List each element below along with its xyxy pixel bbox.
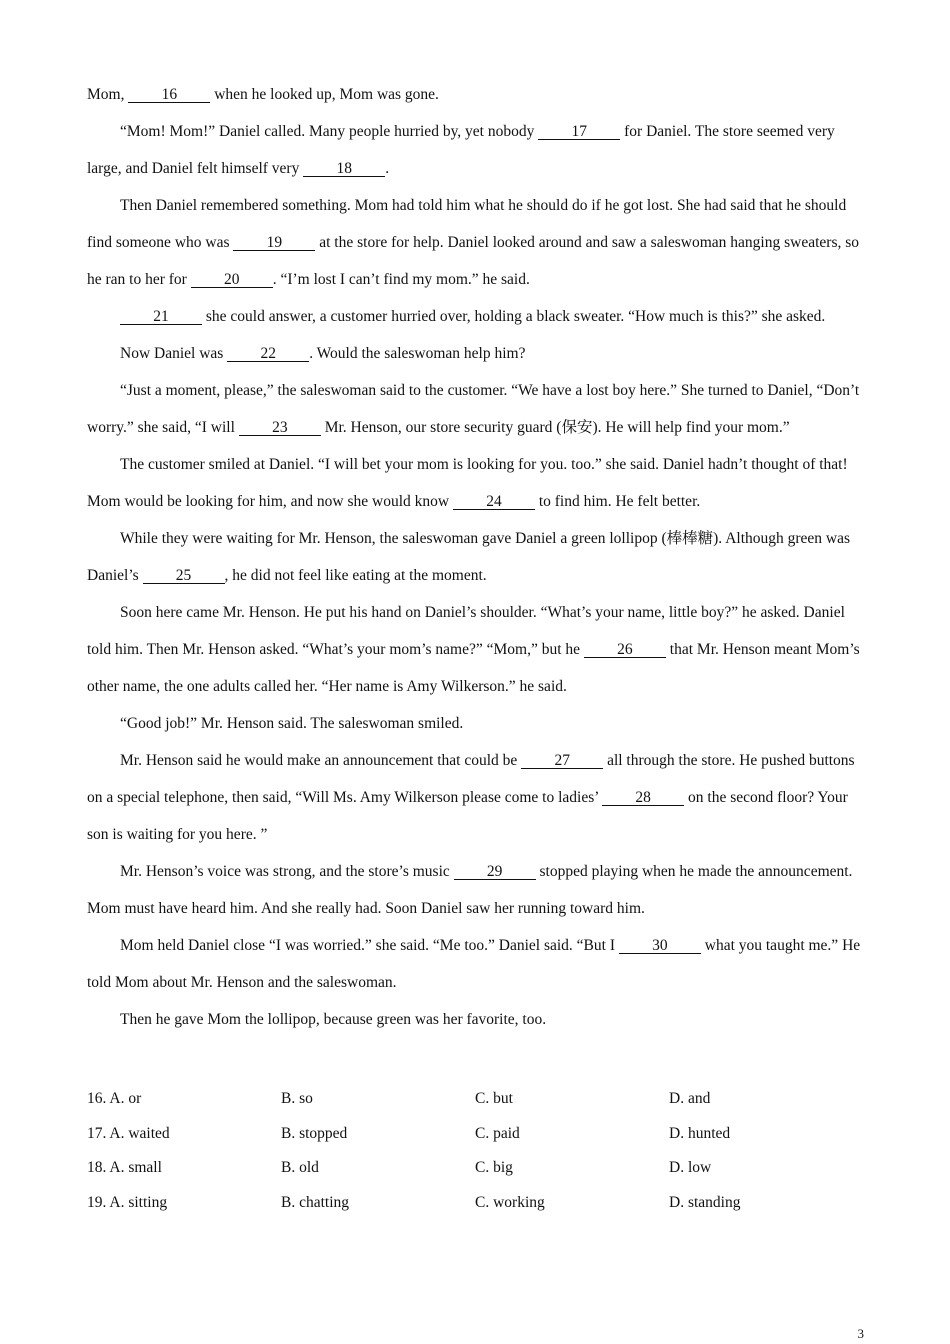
paragraph-text: on the second floor? Your son is waiting for you here. ” [87,789,848,843]
blank-26: 26 [584,642,666,658]
question-row [87,1082,863,1117]
blank-21: 21 [120,309,202,325]
paragraph-text: . [385,160,390,177]
paragraph-text: . Would the saleswoman help him? [309,345,526,362]
question-row [87,1186,863,1221]
question-row [87,1151,863,1186]
paragraph [87,113,863,187]
paragraph-text: what you taught me.” He told Mom about Mr. Henson and the saleswoman. [87,937,861,991]
answer-options [87,1082,863,1220]
passage [87,76,863,1038]
blank-19: 19 [233,235,315,251]
option: C. but [475,1090,513,1108]
paragraph-text: that Mr. Henson meant Mom’s other name, the one adults called her. “Her name is Amy Wilkerson.” he said. [87,641,860,695]
option: 19. A. sitting [87,1193,168,1211]
option: D. hunted [669,1124,731,1142]
paragraph-text: . “I’m lost I can’t find my mom.” he said. [272,271,530,288]
blank-16: 16 [128,87,210,103]
option: 17. A. waited [87,1124,170,1142]
paragraph-text: Then he gave Mom the lollipop, because green was her favorite, too. [120,1011,547,1028]
blank-17: 17 [538,124,620,140]
paragraph-text: Mr. Henson said he would make an announcement that could be [120,752,522,769]
blank-25: 25 [143,568,225,584]
blank-23: 23 [239,420,321,436]
paragraph-text: Mr. Henson’s voice was strong, and the store’s music [120,863,454,880]
option: B. chatting [281,1193,350,1211]
option: B. old [281,1159,319,1177]
paragraph-text: While they were waiting for Mr. Henson, the saleswoman gave Daniel a green lollipop (棒棒糖). Although green was Daniel’s [87,530,851,584]
paragraph-text: all through the store. He pushed buttons on a special telephone, then said, “Will Ms. Amy Wilkerson please come to ladies’ [87,752,855,806]
option: C. paid [475,1124,520,1142]
blank-18: 18 [303,161,385,177]
question-row [87,1117,863,1152]
blank-24: 24 [453,494,535,510]
option: D. and [669,1090,711,1108]
page-number: 3 [857,1326,864,1341]
paragraph-text: to find him. He felt better. [534,493,701,510]
option: B. stopped [281,1124,348,1142]
paragraph-text: “Mom! Mom!” Daniel called. Many people hurried by, yet nobody [120,123,539,140]
option: C. big [475,1159,513,1177]
paragraph [87,1001,863,1038]
paragraph [87,594,863,705]
paragraph [87,76,863,113]
paragraph-text: stopped playing when he made the announcement. Mom must have heard him. And she really had. Soon Daniel saw her running toward him. [87,863,853,917]
blank-20: 20 [191,272,273,288]
paragraph-text: Then Daniel remembered something. Mom had told him what he should do if he got lost. She had said that he should find someone who was [87,197,847,251]
paragraph [87,520,863,594]
blank-29: 29 [454,864,536,880]
blank-28: 28 [602,790,684,806]
paragraph-text: Soon here came Mr. Henson. He put his hand on Daniel’s shoulder. “What’s your name, little boy?” he asked. Daniel told him. Then Mr. Henson asked. “What’s your mom’s name?” “Mom,” but he [87,604,845,658]
blank-27: 27 [521,753,603,769]
paragraph [87,446,863,520]
paragraph-text: Mom held Daniel close “I was worried.” she said. “Me too.” Daniel said. “But I [120,937,619,954]
paragraph [87,927,863,1001]
paragraph [87,372,863,446]
paragraph [87,187,863,298]
paragraph-text: Mr. Henson, our store security guard (保安). He will help find your mom.” [320,419,790,436]
paragraph [87,742,863,853]
option: C. working [475,1193,545,1211]
paragraph [87,705,863,742]
paragraph-text: “Just a moment, please,” the saleswoman said to the customer. “We have a lost boy here.” She turned to Daniel, “Don’t worry.” she said, “I will [87,382,860,436]
paragraph [87,298,863,335]
option: D. standing [669,1193,741,1211]
option: 18. A. small [87,1159,162,1177]
paragraph-text: “Good job!” Mr. Henson said. The saleswoman smiled. [120,715,464,732]
option: B. so [281,1090,313,1108]
option: D. low [669,1159,712,1177]
paragraph-text: , he did not feel like eating at the moment. [224,567,487,584]
option: 16. A. or [87,1090,142,1108]
paragraph [87,335,863,372]
paragraph-text: she could answer, a customer hurried over, holding a black sweater. “How much is this?” she asked. [202,308,826,325]
paragraph-text: for Daniel. The store seemed very large, and Daniel felt himself very [87,123,835,177]
blank-30: 30 [619,938,701,954]
paragraph-text: The customer smiled at Daniel. “I will bet your mom is looking for you. too.” she said. Daniel hadn’t thought of that! Mom would be looking for him, and now she would know [87,456,848,510]
paragraph [87,853,863,927]
paragraph-text: Mom, [87,86,129,103]
paragraph-text: Now Daniel was [120,345,228,362]
blank-22: 22 [227,346,309,362]
paragraph-text: when he looked up, Mom was gone. [210,86,439,103]
paragraph-text: at the store for help. Daniel looked around and saw a saleswoman hanging sweaters, so he ran to her for [87,234,860,288]
